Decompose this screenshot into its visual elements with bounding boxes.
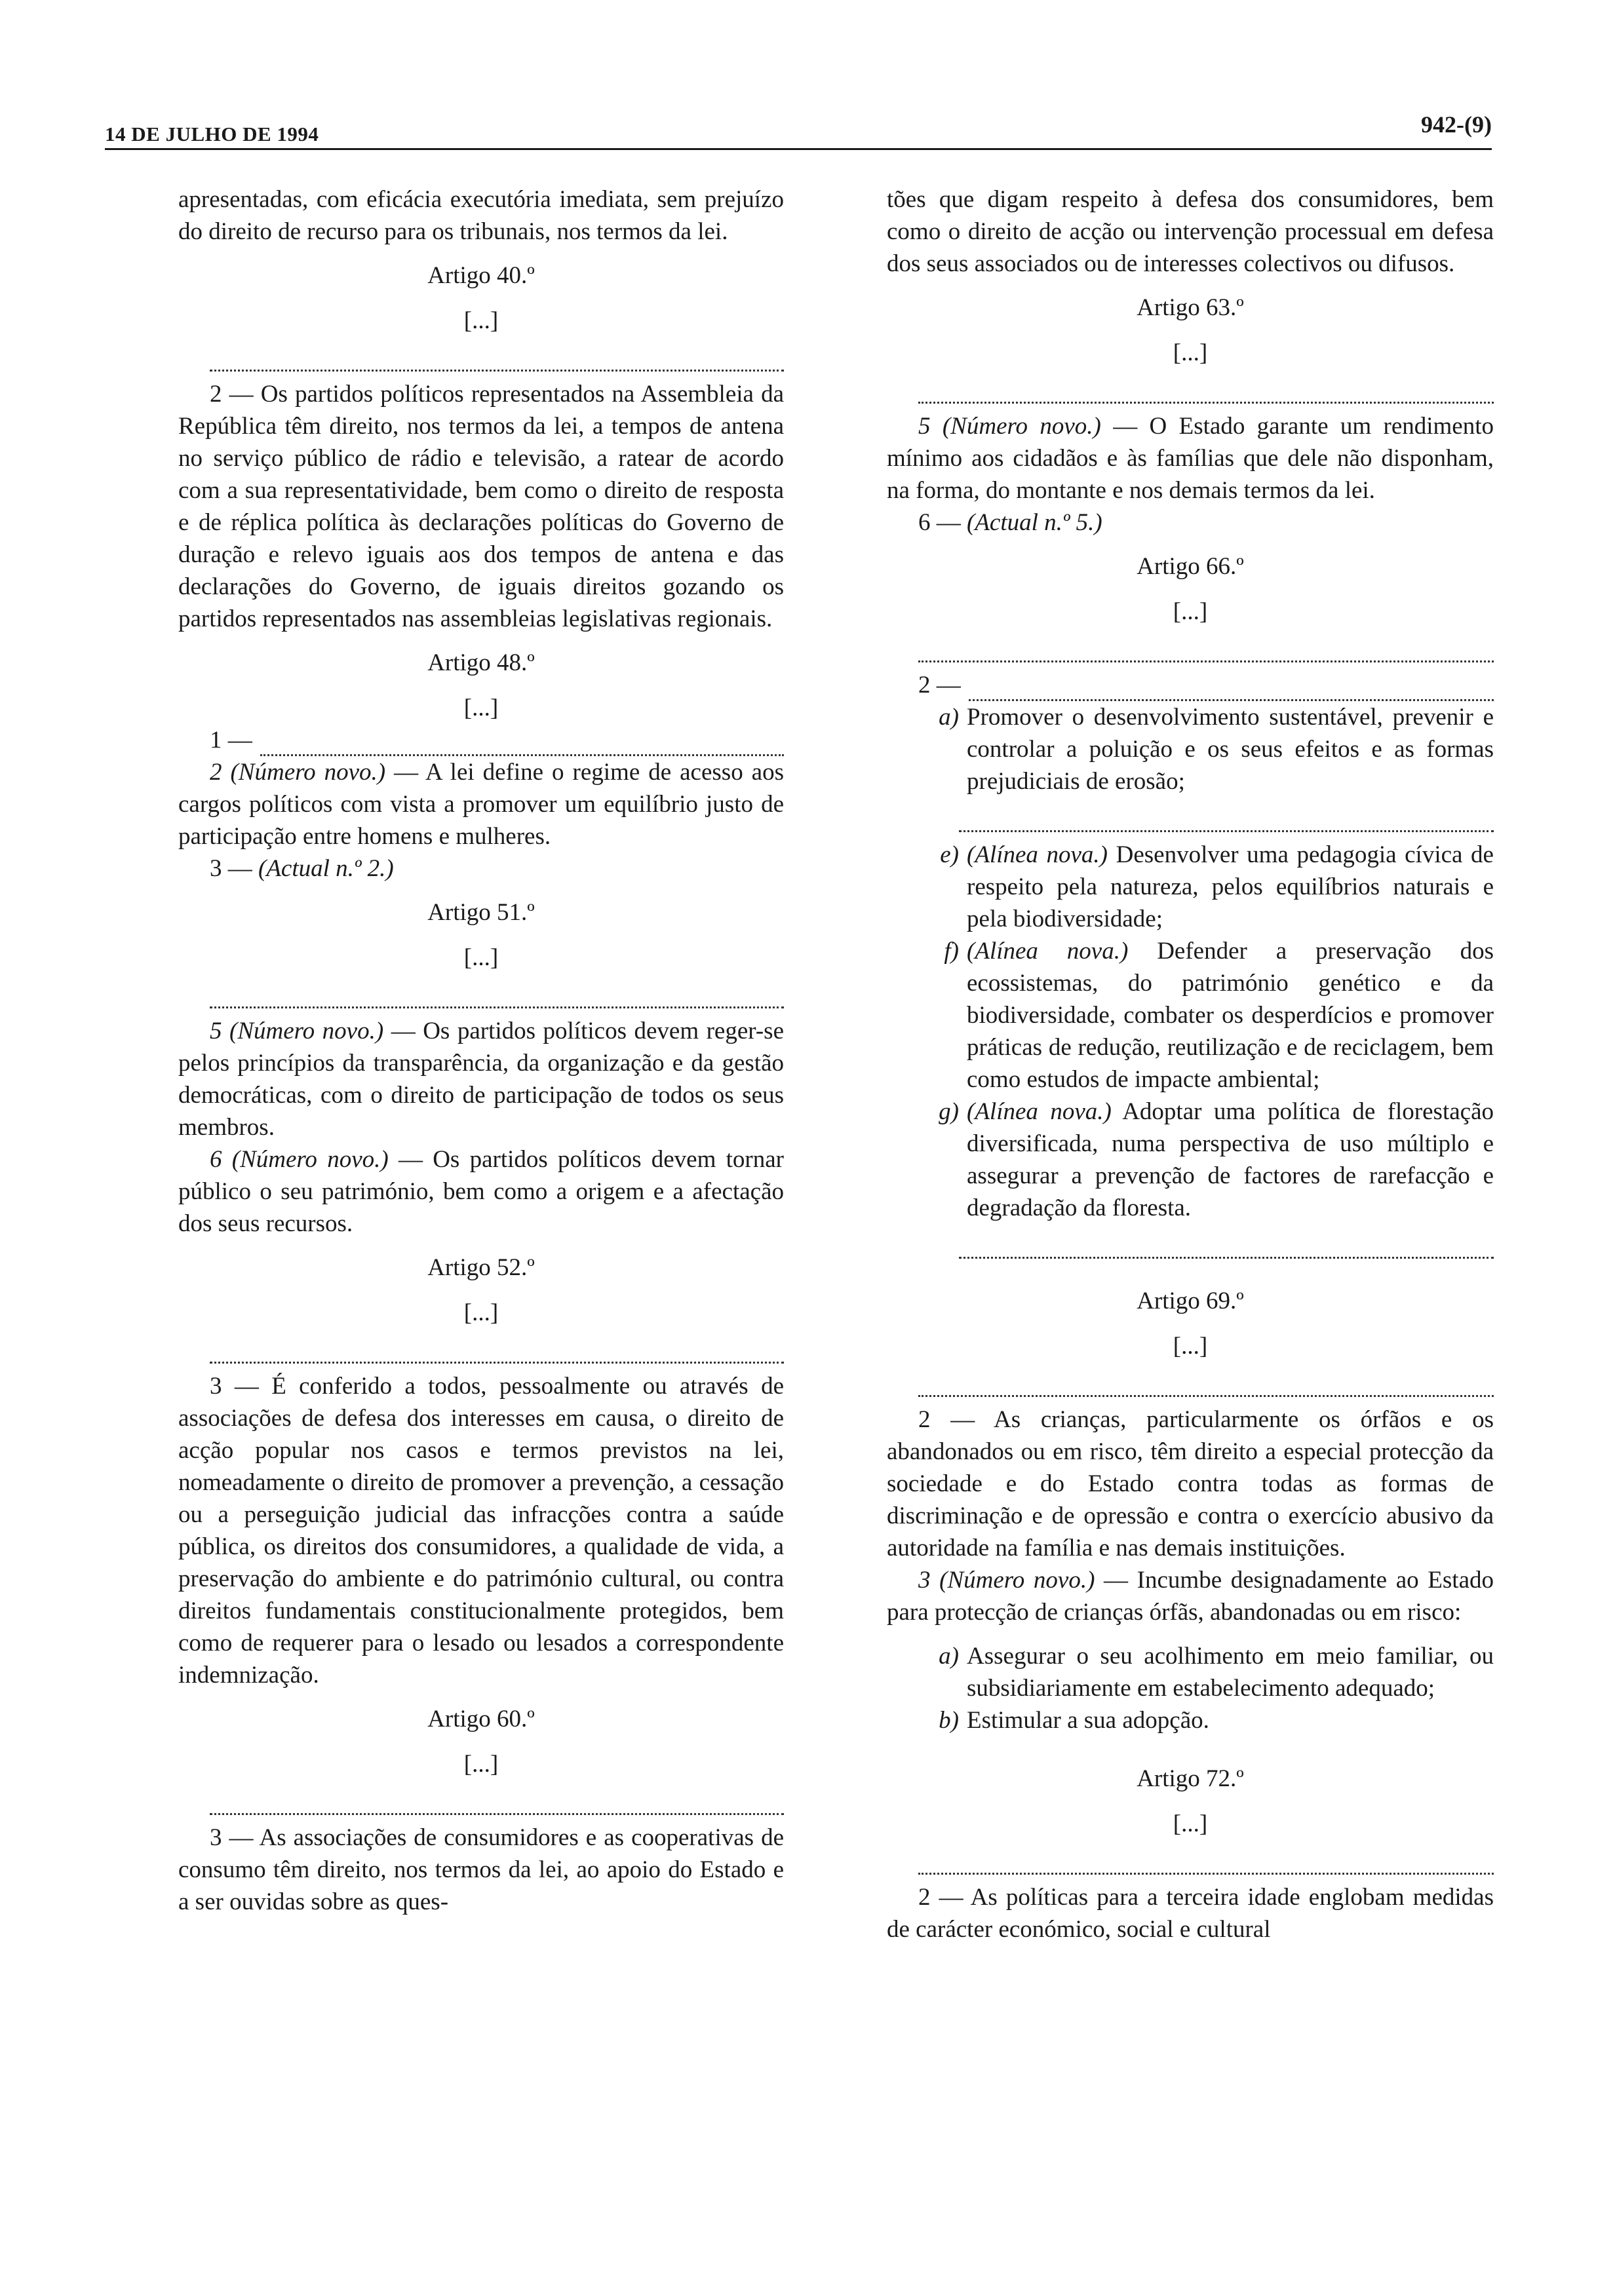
item-text — [967, 839, 1494, 935]
paragraph — [887, 410, 1494, 507]
list-item — [887, 1704, 1494, 1736]
dotted-line — [959, 1237, 1494, 1259]
article-heading: Artigo 51.º — [427, 899, 535, 926]
paragraph: 3 — As associações de consumidores e as cooperativas de consumo têm direito, nos termos da lei, ao apoio do Estado e a ser ouvidas sobre as ques- — [178, 1824, 784, 1915]
amendment-note: 6 (Número novo.) — [210, 1146, 389, 1173]
paragraph — [887, 507, 1494, 539]
amendment-note: (Alínea nova.) — [967, 938, 1129, 965]
amendment-note: (Actual n.º 2.) — [258, 855, 394, 882]
omission-mark: [...] — [463, 695, 499, 721]
amendment-note: 3 (Número novo.) — [918, 1567, 1095, 1594]
dotted-line — [260, 735, 784, 756]
paragraph — [178, 1015, 784, 1143]
item-text — [967, 935, 1494, 1096]
paragraph: 2 — As crianças, particularmente os órfãos e os abandonados ou em risco, têm direito a especial protecção da sociedade e do Estado contra todas as formas de discriminação e de opressão e contra o exercício abusivo da autoridade na família e nas demais instituições. — [887, 1406, 1494, 1561]
paragraph-text: — Incumbe designadamente ao Estado para protecção de crianças órfãs, abandonadas ou em risco: — [887, 1567, 1494, 1626]
header-page-number: 942-(9) — [1421, 111, 1492, 138]
paragraph: apresentadas, com eficácia executória imediata, sem prejuízo do direito de recurso para os tribunais, nos termos da lei. — [178, 186, 784, 245]
item-label: e) — [940, 841, 959, 868]
item-label: g) — [939, 1098, 959, 1125]
item-label: a) — [939, 704, 959, 731]
item-text-body: Defender a preservação dos ecossistemas, do património genético e da biodiversidade, combater os desperdícios e promover práticas de redução, reutilização e de reciclagem, bem como estudos de impacte ambiental; — [967, 938, 1494, 1093]
dotted-line — [210, 987, 784, 1008]
item-number: 2 — — [918, 672, 961, 698]
paragraph-prefix: 6 — — [918, 509, 967, 536]
paragraph-text: — O Estado garante um rendimento mínimo aos cidadãos e às famílias que dele não disponham, na forma, do montante e nos demais termos da lei. — [887, 413, 1494, 504]
left-column — [178, 183, 784, 1918]
item-number: 1 — — [210, 727, 252, 754]
item-text — [967, 1096, 1494, 1224]
article-heading: Artigo 60.º — [427, 1706, 535, 1732]
amendment-note: 5 (Número novo.) — [210, 1018, 384, 1044]
list-item — [887, 935, 1494, 1096]
list-item — [887, 1096, 1494, 1224]
paragraph: 3 — É conferido a todos, pessoalmente ou através de associações de defesa dos interesses em causa, o direito de acção popular nos casos e termos previstos na lei, nomeadamente o direito de promover a prevenção, a cessação ou a perseguição judicial das infracções contra a saúde pública, os direitos dos consumidores, a qualidade de vida, a preservação do ambiente e do património cultural, ou contra direitos fundamentais constitucionalmente protegidos, bem como de requerer para o lesado ou lesados a correspondente indemnização. — [178, 1373, 784, 1689]
article-heading: Artigo 69.º — [1137, 1288, 1244, 1314]
paragraph: tões que digam respeito à defesa dos consumidores, bem como o direito de acção ou intervenção processual em defesa dos seus associados ou de interesses colectivos ou difusos. — [887, 186, 1494, 277]
article-heading: Artigo 63.º — [1137, 294, 1244, 321]
item-label: f) — [944, 938, 959, 965]
list-item — [887, 701, 1494, 797]
item-text: Assegurar o seu acolhimento em meio familiar, ou subsidiariamente em estabelecimento adequado; — [967, 1643, 1494, 1702]
dotted-line — [210, 1342, 784, 1364]
numbered-dotted-line — [887, 669, 1494, 701]
paragraph — [887, 1564, 1494, 1628]
paragraph-prefix: 3 — — [210, 855, 258, 882]
list-item — [887, 1640, 1494, 1704]
paragraph: 2 — As políticas para a terceira idade englobam medidas de carácter económico, social e cultural — [887, 1884, 1494, 1943]
item-label: a) — [939, 1643, 959, 1670]
item-text-body: Desenvolver uma pedagogia cívica de respeito pela natureza, pelos equilíbrios naturais e pela biodiversidade; — [967, 841, 1494, 932]
omission-mark: [...] — [1173, 339, 1208, 366]
paragraph — [178, 852, 784, 885]
item-label: b) — [939, 1707, 959, 1734]
article-heading: Artigo 40.º — [427, 262, 535, 289]
dotted-line — [918, 1853, 1494, 1875]
item-text-body: Adoptar uma política de florestação diversificada, numa perspectiva de uso múltiplo e assegurar a prevenção de factores de rarefacção e degradação da floresta. — [967, 1098, 1494, 1221]
right-column — [887, 183, 1494, 1945]
paragraph — [178, 756, 784, 852]
omission-mark: [...] — [1173, 598, 1208, 625]
omission-mark: [...] — [1173, 1333, 1208, 1360]
dotted-line — [959, 811, 1494, 832]
amendment-note: (Alínea nova.) — [967, 841, 1108, 868]
item-text: Estimular a sua adopção. — [967, 1707, 1209, 1734]
amendment-note: 2 (Número novo.) — [210, 759, 386, 786]
dotted-line — [210, 1793, 784, 1815]
article-heading: Artigo 48.º — [427, 649, 535, 676]
omission-mark: [...] — [463, 1299, 499, 1326]
dotted-line — [918, 382, 1494, 404]
item-text: Promover o desenvolvimento sustentável, prevenir e controlar a poluição e os seus efeitos e as formas prejudiciais de erosão; — [967, 704, 1494, 795]
list-item — [887, 839, 1494, 935]
amendment-note: (Actual n.º 5.) — [967, 509, 1102, 536]
amendment-note: 5 (Número novo.) — [918, 413, 1101, 440]
header-rule — [105, 148, 1492, 150]
paragraph-text: — Os partidos políticos devem reger-se pelos princípios da transparência, da organização e da gestão democráticas, com o direito de participação de todos os seus membros. — [178, 1018, 784, 1141]
paragraph: 2 — Os partidos políticos representados na Assembleia da República têm direito, nos termos da lei, a tempos de antena no serviço público de rádio e televisão, a ratear de acordo com a sua representatividade, bem como o direito de resposta e de réplica política às declarações políticas do Governo de duração e relevo iguais aos dos tempos de antena e das declarações do Governo, de iguais direitos gozando os partidos representados nas assembleias legislativas regionais. — [178, 381, 784, 632]
omission-mark: [...] — [463, 1751, 499, 1778]
article-heading: Artigo 52.º — [427, 1254, 535, 1281]
amendment-note: (Alínea nova.) — [967, 1098, 1112, 1125]
numbered-dotted-line — [178, 724, 784, 756]
dotted-line — [210, 350, 784, 372]
dotted-line — [969, 679, 1494, 701]
paragraph-text: — Os partidos políticos devem tornar público o seu património, bem como a origem e a afectação dos seus recursos. — [178, 1146, 784, 1237]
dotted-line — [918, 641, 1494, 662]
header-date: 14 DE JULHO DE 1994 — [105, 123, 319, 145]
paragraph-text: — A lei define o regime de acesso aos cargos políticos com vista a promover um equilíbrio justo de participação entre homens e mulheres. — [178, 759, 784, 850]
omission-mark: [...] — [463, 307, 499, 334]
omission-mark: [...] — [463, 944, 499, 971]
paragraph — [178, 1143, 784, 1240]
omission-mark: [...] — [1173, 1810, 1208, 1837]
article-heading: Artigo 72.º — [1137, 1765, 1244, 1792]
dotted-line — [918, 1375, 1494, 1397]
article-heading: Artigo 66.º — [1137, 553, 1244, 580]
